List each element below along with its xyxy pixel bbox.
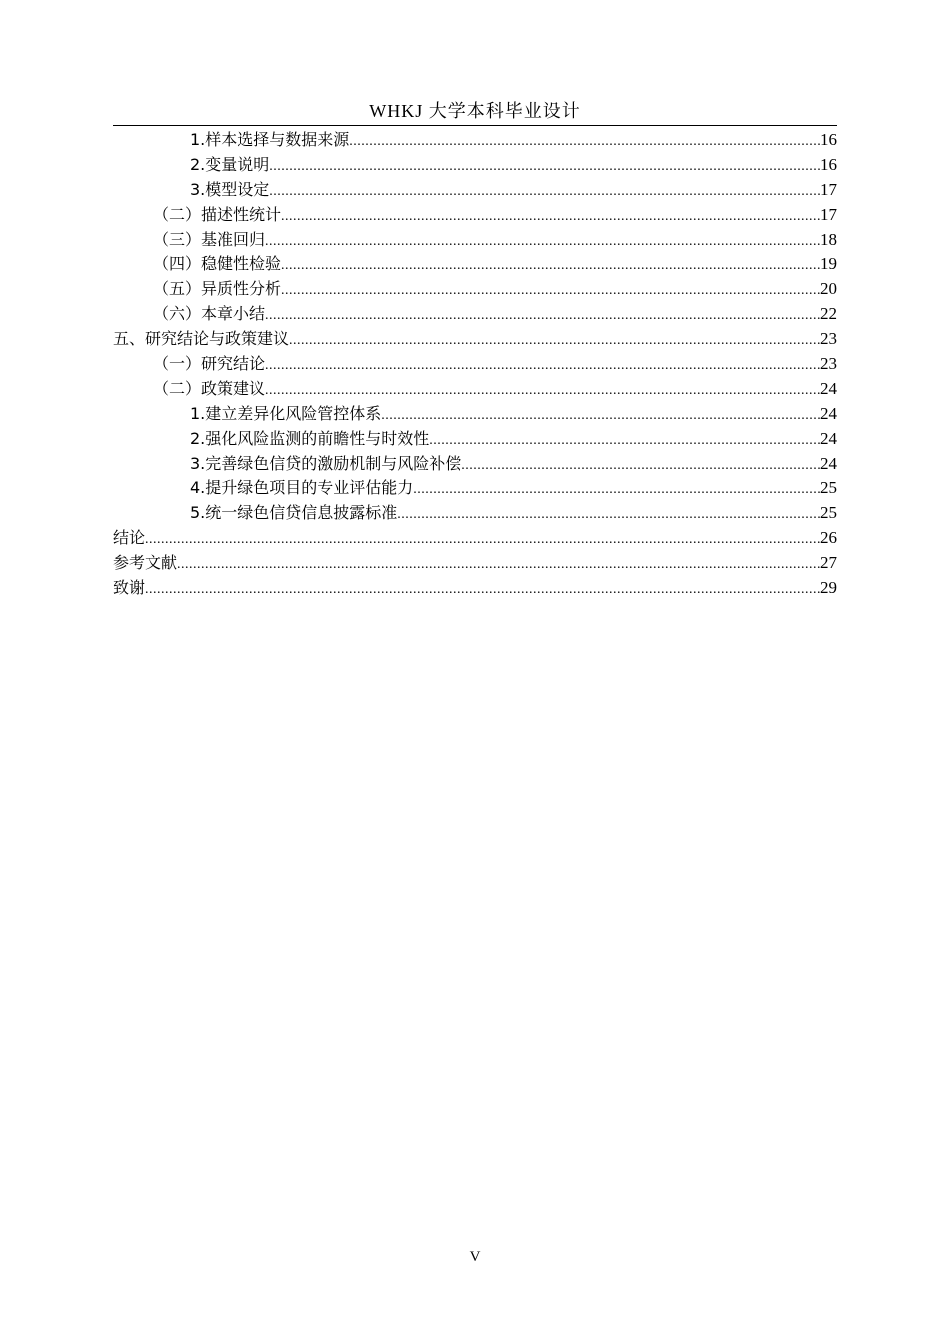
toc-entry[interactable] — [113, 576, 837, 601]
toc-entry-label: （一）研究结论 — [153, 354, 266, 374]
toc-dot-leader — [265, 354, 820, 379]
page-number: V — [469, 1249, 481, 1265]
toc-entry[interactable] — [113, 551, 837, 576]
toc-dot-leader — [269, 180, 820, 205]
toc-entry-label: 3.模型设定 — [190, 179, 270, 199]
toc-dot-leader — [177, 553, 820, 578]
toc-dot-leader — [461, 454, 820, 479]
toc-entry-label: 4.提升绿色项目的专业评估能力 — [190, 478, 414, 498]
toc-entry-label: 1.样本选择与数据来源 — [190, 130, 350, 149]
toc-entry[interactable] — [113, 277, 837, 302]
toc-dot-leader — [397, 503, 820, 528]
toc-entry-label: （二）政策建议 — [153, 378, 266, 398]
toc-entry-page-number: 19 — [820, 254, 837, 274]
toc-entry-label: 3.完善绿色信贷的激励机制与风险补偿 — [190, 453, 462, 473]
toc-dot-leader — [265, 230, 820, 255]
toc-entry-label: 致谢 — [113, 578, 146, 598]
toc-entry[interactable] — [113, 228, 837, 253]
toc-dot-leader — [265, 379, 820, 404]
toc-dot-leader — [145, 528, 820, 553]
toc-entry[interactable] — [113, 452, 837, 477]
toc-entry-page-number: 16 — [820, 130, 837, 149]
toc-entry[interactable] — [113, 377, 837, 402]
toc-dot-leader — [429, 429, 820, 454]
toc-entry[interactable] — [113, 128, 837, 153]
toc-dot-leader — [289, 329, 820, 354]
toc-entry-label: （六）本章小结 — [153, 304, 266, 324]
toc-entry-page-number: 24 — [820, 403, 837, 423]
toc-entry-page-number: 27 — [820, 553, 837, 573]
toc-entry-page-number: 24 — [820, 378, 837, 398]
toc-entry-label: （五）异质性分析 — [153, 279, 282, 299]
toc-entry[interactable] — [113, 153, 837, 178]
toc-entry[interactable] — [113, 526, 837, 551]
toc-entry-page-number: 25 — [820, 478, 837, 498]
toc-entry-label: 结论 — [113, 528, 146, 548]
toc-entry-label: 参考文献 — [113, 553, 178, 573]
toc-entry-page-number: 17 — [820, 204, 837, 224]
toc-entry-label: （二）描述性统计 — [153, 204, 282, 224]
toc-entry-label: 1.建立差异化风险管控体系 — [190, 403, 382, 423]
toc-dot-leader — [381, 404, 820, 429]
toc-dot-leader — [269, 155, 820, 180]
toc-dot-leader — [281, 205, 820, 230]
toc-entry-page-number: 22 — [820, 304, 837, 324]
toc-entry[interactable] — [113, 476, 837, 501]
toc-entry-page-number: 17 — [820, 179, 837, 199]
toc-dot-leader — [413, 478, 820, 503]
toc-entry[interactable] — [113, 178, 837, 203]
toc-entry-label: 2.变量说明 — [190, 154, 270, 174]
toc-entry-label: （三）基准回归 — [153, 229, 266, 249]
toc-entry-page-number: 23 — [820, 354, 837, 374]
toc-entry-page-number: 24 — [820, 428, 837, 448]
toc-entry-page-number: 26 — [820, 528, 837, 548]
toc-entry[interactable] — [113, 302, 837, 327]
toc-entry-page-number: 29 — [820, 578, 837, 598]
toc-entry-label: 5.统一绿色信贷信息披露标准 — [190, 503, 398, 523]
toc-entry-page-number: 18 — [820, 229, 837, 249]
toc-entry[interactable] — [113, 203, 837, 228]
toc-entry[interactable] — [113, 501, 837, 526]
toc-dot-leader — [145, 578, 820, 603]
toc-entry[interactable] — [113, 427, 837, 452]
toc-entry-page-number: 24 — [820, 453, 837, 473]
toc-entry[interactable] — [113, 352, 837, 377]
toc-dot-leader — [349, 130, 820, 155]
toc-dot-leader — [281, 254, 820, 279]
toc-dot-leader — [281, 279, 820, 304]
toc-entry[interactable] — [113, 252, 837, 277]
toc-entry-page-number: 23 — [820, 329, 837, 349]
toc-entry[interactable] — [113, 402, 837, 427]
page-header-title: WHKJ 大学本科毕业设计 — [369, 101, 581, 121]
toc-entry-label: （四）稳健性检验 — [153, 254, 282, 274]
toc-entry-label: 2.强化风险监测的前瞻性与时效性 — [190, 428, 430, 448]
table-of-contents — [113, 128, 837, 601]
header-divider — [113, 125, 837, 126]
toc-entry-page-number: 20 — [820, 279, 837, 299]
toc-entry-label: 五、研究结论与政策建议 — [113, 329, 290, 349]
toc-entry-page-number: 25 — [820, 503, 837, 523]
toc-entry[interactable] — [113, 327, 837, 352]
toc-dot-leader — [265, 304, 820, 329]
toc-entry-page-number: 16 — [820, 154, 837, 174]
